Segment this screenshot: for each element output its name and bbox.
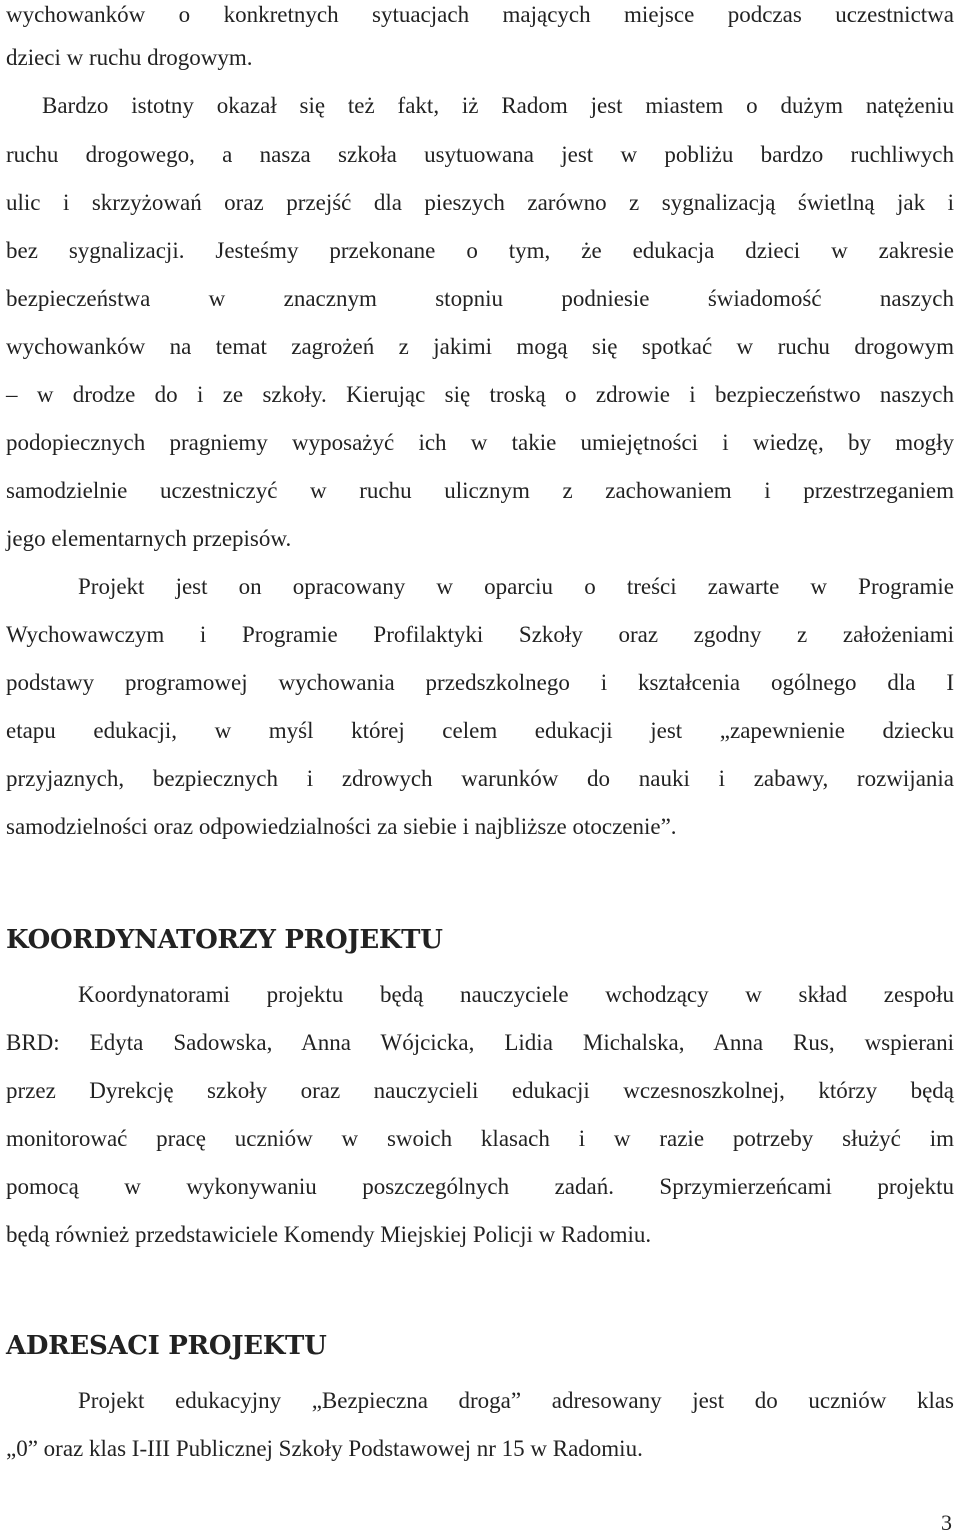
paragraph-line: „0” oraz klas I-III Publicznej Szkoły Podstawowej nr 15 w Radomiu. [6,1436,643,1461]
paragraph-line: będą również przedstawiciele Komendy Miejskiej Policji w Radomiu. [6,1222,652,1247]
paragraph-line: Koordynatorami projektu będą nauczyciele wchodzący w skład zespołu [78,982,954,1007]
paragraph-line: podstawy programowej wychowania przedszkolnego i kształcenia ogólnego dla I [6,670,954,695]
paragraph-line: etapu edukacji, w myśl której celem edukacji jest „zapewnienie dziecku [6,718,954,743]
paragraph-line: wychowanków o konkretnych sytuacjach mających miejsce podczas uczestnictwa [6,2,954,27]
paragraph-line: dzieci w ruchu drogowym. [6,45,253,70]
section-heading: KOORDYNATORZY PROJEKTU [6,925,443,955]
paragraph-line: bezpieczeństwa w znacznym stopniu podniesie świadomość naszych [6,286,954,311]
paragraph-line: monitorować pracę uczniów w swoich klasach i w razie potrzeby służyć im [6,1126,954,1151]
paragraph-line: samodzielnie uczestniczyć w ruchu ulicznym z zachowaniem i przestrzeganiem [6,478,954,503]
paragraph-line: przez Dyrekcję szkoły oraz nauczycieli edukacji wczesnoszkolnej, którzy będą [6,1078,954,1103]
section-heading: ADRESACI PROJEKTU [6,1331,327,1361]
paragraph-line: BRD: Edyta Sadowska, Anna Wójcicka, Lidia Michalska, Anna Rus, wspierani [6,1030,954,1055]
paragraph-line: bez sygnalizacji. Jesteśmy przekonane o tym, że edukacja dzieci w zakresie [6,238,954,263]
page-number: 3 [941,1510,952,1535]
paragraph-line: wychowanków na temat zagrożeń z jakimi mogą się spotkać w ruchu drogowym [6,334,954,359]
paragraph-line: przyjaznych, bezpiecznych i zdrowych warunków do nauki i zabawy, rozwijania [6,766,954,791]
paragraph-line: – w drodze do i ze szkoły. Kierując się troską o zdrowie i bezpieczeństwo naszych [6,382,954,407]
paragraph-line: ruchu drogowego, a nasza szkoła usytuowana jest w pobliżu bardzo ruchliwych [6,142,954,167]
paragraph-line: samodzielności oraz odpowiedzialności za siebie i najbliższe otoczenie”. [6,814,677,839]
paragraph-line: podopiecznych pragniemy wyposażyć ich w takie umiejętności i wiedzę, by mogły [6,430,954,455]
paragraph-line: ulic i skrzyżowań oraz przejść dla pieszych zarówno z sygnalizacją świetlną jak i [6,190,954,215]
paragraph-line: Wychowawczym i Programie Profilaktyki Szkoły oraz zgodny z założeniami [6,622,954,647]
paragraph-line: pomocą w wykonywaniu poszczególnych zadań. Sprzymierzeńcami projektu [6,1174,954,1199]
paragraph-line: Bardzo istotny okazał się też fakt, iż Radom jest miastem o dużym natężeniu [42,93,954,118]
paragraph-line: Projekt edukacyjny „Bezpieczna droga” adresowany jest do uczniów klas [78,1388,954,1413]
paragraph-line: Projekt jest on opracowany w oparciu o treści zawarte w Programie [78,574,954,599]
paragraph-line: jego elementarnych przepisów. [6,526,292,551]
